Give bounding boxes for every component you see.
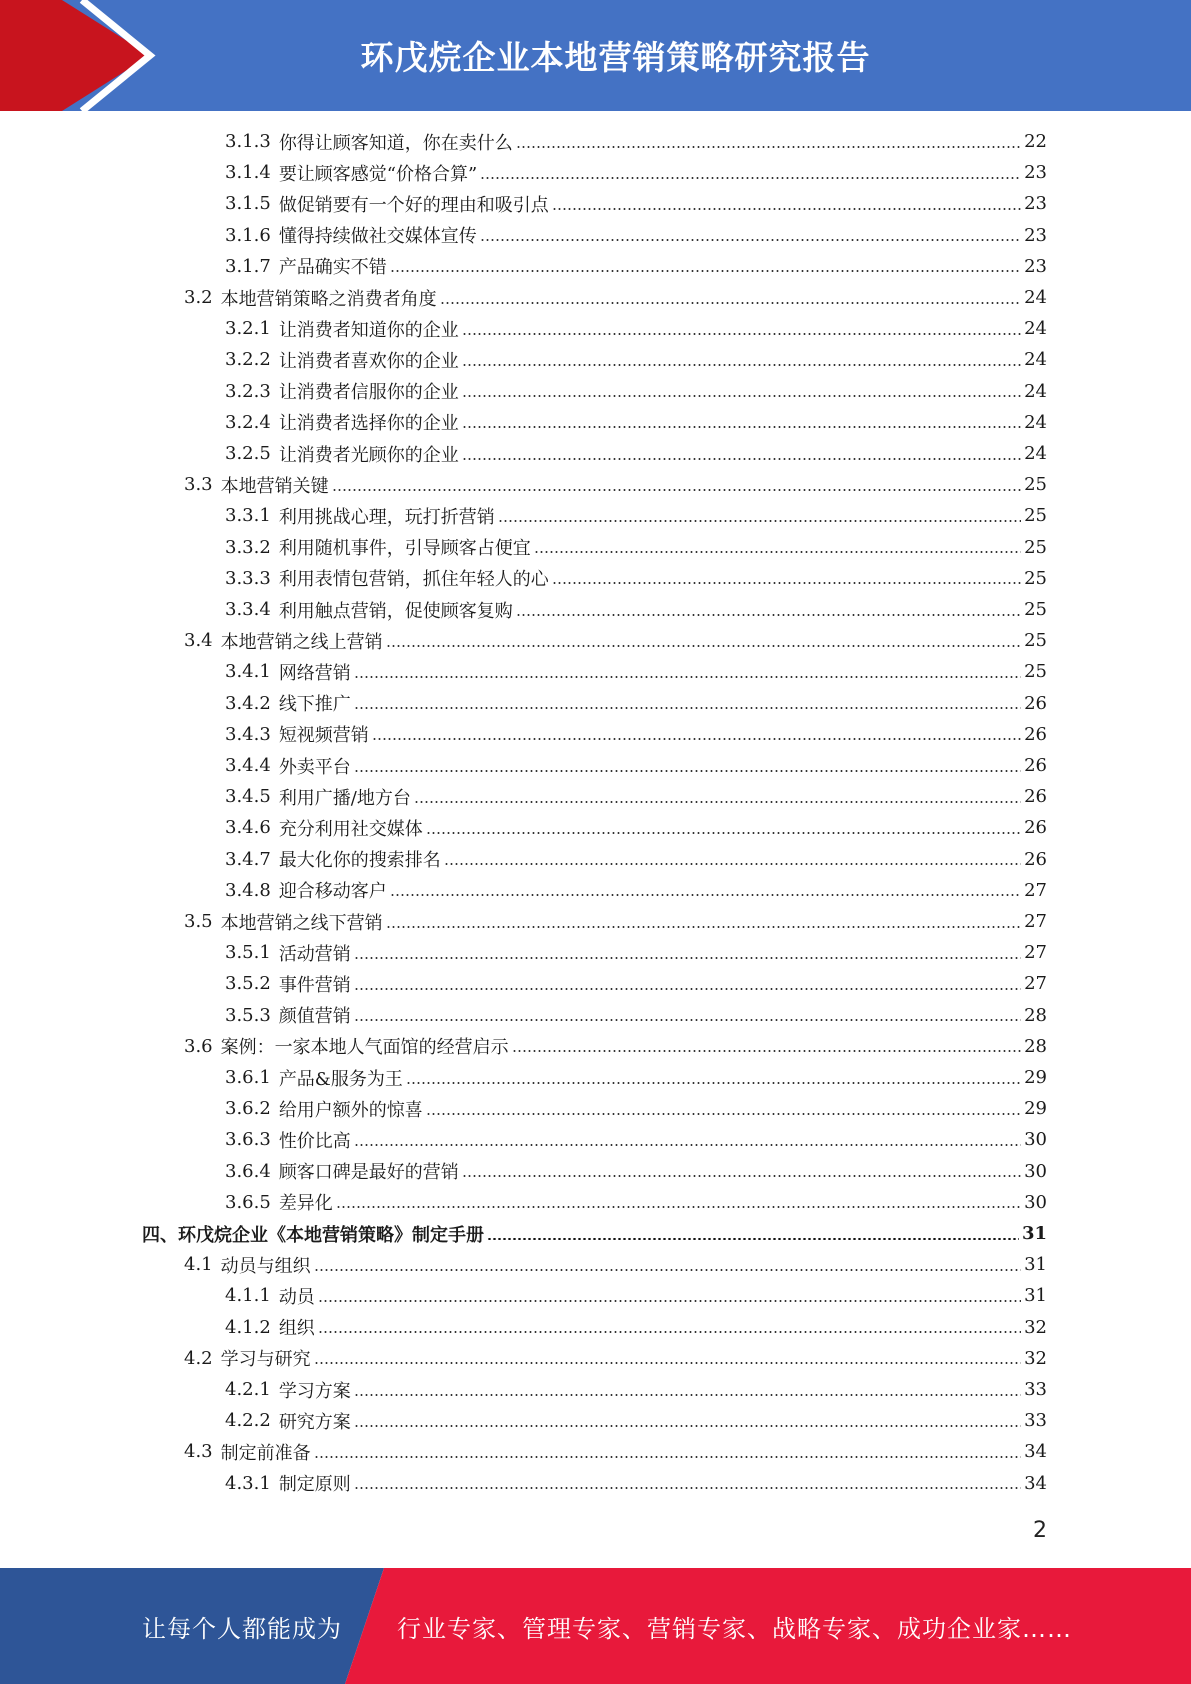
toc-entry-number: 3.4.6	[225, 817, 271, 839]
toc-entry[interactable]	[225, 1280, 1047, 1311]
toc-entry-page: 25	[1024, 567, 1047, 589]
toc-leader-dots	[314, 1456, 1021, 1458]
toc-entry[interactable]	[184, 906, 1047, 937]
toc-leader-dots	[534, 551, 1021, 553]
toc-entry-number: 3.6.5	[225, 1191, 271, 1213]
toc-entry-number: 4.1.2	[225, 1316, 271, 1338]
toc-entry-title: 组织	[278, 1318, 315, 1340]
toc-leader-dots	[462, 395, 1021, 397]
toc-entry[interactable]	[142, 1218, 1047, 1249]
toc-entry-number: 3.6	[184, 1035, 213, 1057]
toc-entry-title: 利用广播/地方台	[278, 787, 411, 809]
toc-entry-title: 颜值营销	[278, 1006, 351, 1028]
toc-entry-page: 26	[1024, 817, 1047, 839]
toc-entry-title: 动员与组织	[220, 1255, 311, 1277]
toc-entry-title: 本地营销关键	[220, 475, 329, 497]
toc-entry-title: 迎合移动客户	[278, 881, 387, 903]
toc-entry[interactable]	[225, 532, 1047, 563]
toc-leader-dots	[354, 770, 1021, 772]
toc-entry-number: 3.4	[184, 630, 213, 652]
toc-entry-page: 27	[1024, 942, 1047, 964]
toc-entry-page: 26	[1024, 786, 1047, 808]
toc-entry-page: 34	[1024, 1441, 1047, 1463]
toc-entry-number: 3.3.1	[225, 505, 271, 527]
toc-entry-page: 28	[1024, 1004, 1047, 1026]
toc-entry[interactable]	[225, 313, 1047, 344]
toc-entry-number: 3.1.6	[225, 224, 271, 246]
toc-leader-dots	[354, 707, 1021, 709]
toc-entry-number: 3.3.2	[225, 536, 271, 558]
toc-entry-page: 24	[1024, 287, 1047, 308]
toc-entry-number: 3.4.5	[225, 786, 271, 808]
toc-entry[interactable]	[225, 719, 1047, 750]
toc-leader-dots	[354, 1487, 1021, 1489]
footer-slogan-right: 行业专家、管理专家、营销专家、战略专家、成功企业家……	[397, 1614, 1072, 1643]
toc-entry-title: 让消费者喜欢你的企业	[278, 350, 459, 372]
toc-entry-number: 3.4.7	[225, 848, 271, 870]
toc-leader-dots	[512, 1050, 1021, 1052]
toc-entry-page: 33	[1024, 1410, 1047, 1432]
toc-leader-dots	[406, 1082, 1021, 1084]
toc-leader-dots	[314, 1362, 1021, 1364]
toc-leader-dots	[332, 489, 1021, 491]
toc-leader-dots	[354, 1019, 1021, 1021]
toc-entry-number: 3.1.4	[225, 162, 271, 184]
toc-entry[interactable]	[225, 968, 1047, 999]
toc-entry-number: 3.5	[184, 911, 213, 932]
toc-entry-title: 让消费者光顾你的企业	[278, 444, 459, 466]
toc-entry-number: 3.6.4	[225, 1160, 271, 1182]
toc-entry-title: 本地营销策略之消费者角度	[220, 288, 437, 310]
toc-entry-number: 3.3	[184, 474, 213, 496]
page-header	[0, 0, 1191, 111]
toc-entry[interactable]	[225, 1000, 1047, 1031]
toc-leader-dots	[354, 676, 1021, 678]
toc-entry-title: 你得让顾客知道，你在卖什么	[278, 132, 513, 154]
toc-entry-title: 懂得持续做社交媒体宣传	[278, 226, 477, 248]
toc-leader-dots	[462, 1175, 1021, 1177]
toc-entry-page: 29	[1024, 1067, 1047, 1088]
toc-leader-dots	[354, 988, 1021, 990]
toc-entry-title: 要让顾客感觉“价格合算”	[278, 163, 478, 185]
toc-entry[interactable]	[225, 1062, 1047, 1093]
toc-entry-page: 25	[1024, 474, 1047, 496]
toc-entry[interactable]	[225, 188, 1047, 219]
toc-entry-title: 让消费者信服你的企业	[278, 382, 459, 404]
toc-entry[interactable]	[225, 251, 1047, 282]
toc-entry-page: 33	[1024, 1379, 1047, 1400]
toc-entry-title: 差异化	[278, 1193, 333, 1215]
toc-leader-dots	[390, 894, 1021, 896]
toc-entry[interactable]	[225, 563, 1047, 594]
toc-entry-title: 让消费者选择你的企业	[278, 413, 459, 435]
toc-entry[interactable]	[225, 937, 1047, 968]
toc-entry[interactable]	[225, 500, 1047, 531]
toc-entry-page: 31	[1024, 1285, 1047, 1307]
toc-entry[interactable]	[225, 688, 1047, 719]
toc-entry-number: 3.5.1	[225, 942, 271, 964]
footer-slogan-left: 让每个人都能成为	[142, 1614, 342, 1643]
toc-entry[interactable]	[184, 1436, 1047, 1467]
toc-entry[interactable]	[225, 1156, 1047, 1187]
toc-entry-number: 3.3.3	[225, 567, 271, 589]
toc-leader-dots	[354, 1144, 1021, 1146]
toc-entry-number: 4.2	[184, 1347, 213, 1369]
toc-leader-dots	[462, 333, 1021, 335]
toc-entry-title: 最大化你的搜索排名	[278, 850, 441, 872]
toc-entry[interactable]	[225, 344, 1047, 375]
toc-leader-dots	[498, 520, 1021, 522]
toc-entry-page: 23	[1024, 193, 1047, 215]
toc-entry[interactable]	[225, 1312, 1047, 1343]
toc-leader-dots	[516, 146, 1021, 148]
toc-entry-page: 31	[1021, 1223, 1047, 1244]
toc-entry-title: 制定原则	[278, 1474, 351, 1496]
toc-entry-title: 做促销要有一个好的理由和吸引点	[278, 194, 549, 216]
toc-entry-number: 4.2.2	[225, 1410, 271, 1432]
toc-entry-number: 3.2	[184, 287, 213, 308]
toc-entry[interactable]	[225, 126, 1047, 157]
toc-entry-page: 26	[1024, 723, 1047, 745]
toc-entry-title: 让消费者知道你的企业	[278, 319, 459, 341]
toc-entry[interactable]	[225, 1405, 1047, 1436]
toc-entry-number: 3.3.4	[225, 599, 271, 620]
toc-entry-number: 3.4.1	[225, 661, 271, 683]
document-title: 环戊烷企业本地营销策略研究报告	[360, 38, 871, 77]
toc-entry-title: 网络营销	[278, 662, 351, 684]
toc-entry[interactable]	[184, 1343, 1047, 1374]
toc-entry-page: 26	[1024, 755, 1047, 776]
toc-entry[interactable]	[225, 1468, 1047, 1499]
toc-entry-title: 动员	[278, 1286, 315, 1308]
toc-entry-page: 29	[1024, 1098, 1047, 1120]
toc-entry-title: 事件营销	[278, 974, 351, 996]
toc-leader-dots	[354, 1394, 1021, 1396]
toc-entry-number: 3.4.8	[225, 879, 271, 901]
toc-leader-dots	[390, 270, 1021, 272]
toc-entry-title: 利用随机事件，引导顾客占便宜	[278, 538, 531, 560]
toc-entry[interactable]	[184, 1249, 1047, 1280]
toc-entry[interactable]	[184, 469, 1047, 500]
toc-entry[interactable]	[225, 844, 1047, 875]
toc-entry-number: 4.2.1	[225, 1379, 271, 1400]
toc-entry-page: 24	[1024, 349, 1047, 371]
toc-leader-dots	[516, 614, 1021, 616]
page-number: 2	[1033, 1518, 1047, 1543]
toc-leader-dots	[354, 957, 1021, 959]
toc-entry-page: 32	[1024, 1347, 1047, 1369]
toc-entry-number: 3.6.2	[225, 1098, 271, 1120]
toc-entry-number: 3.2.3	[225, 380, 271, 402]
toc-entry-number: 4.1	[184, 1254, 213, 1276]
toc-entry-title: 制定前准备	[220, 1442, 311, 1464]
toc-entry-title: 活动营销	[278, 943, 351, 965]
toc-entry-page: 24	[1024, 443, 1047, 464]
toc-leader-dots	[414, 801, 1021, 803]
toc-leader-dots	[372, 738, 1021, 740]
toc-leader-dots	[487, 1238, 1019, 1240]
toc-entry[interactable]	[225, 594, 1047, 625]
toc-entry-number: 4.1.1	[225, 1285, 271, 1307]
toc-entry[interactable]	[225, 812, 1047, 843]
toc-entry[interactable]	[225, 157, 1047, 188]
toc-entry-number: 3.2.1	[225, 318, 271, 340]
toc-leader-dots	[336, 1206, 1021, 1208]
toc-entry-page: 23	[1024, 162, 1047, 184]
toc-entry-number: 3.6.1	[225, 1067, 271, 1088]
toc-entry[interactable]	[225, 376, 1047, 407]
toc-entry-page: 32	[1024, 1316, 1047, 1338]
toc-entry-title: 性价比高	[278, 1130, 351, 1152]
toc-entry-title: 外卖平台	[278, 756, 351, 778]
toc-entry-number: 3.5.2	[225, 973, 271, 995]
toc-entry-page: 23	[1024, 224, 1047, 246]
toc-entry-page: 24	[1024, 380, 1047, 402]
toc-entry-page: 26	[1024, 848, 1047, 870]
toc-leader-dots	[386, 645, 1021, 647]
toc-entry-page: 28	[1024, 1035, 1047, 1057]
toc-entry-title: 本地营销之线下营销	[220, 912, 383, 934]
toc-entry-page: 27	[1024, 911, 1047, 932]
toc-entry[interactable]	[225, 407, 1047, 438]
toc-entry-title: 利用触点营销，促使顾客复购	[278, 600, 513, 622]
toc-leader-dots	[462, 426, 1021, 428]
toc-entry[interactable]	[225, 750, 1047, 781]
toc-entry-title: 四、环戊烷企业《本地营销策略》制定手册	[142, 1224, 484, 1246]
toc-leader-dots	[440, 302, 1021, 304]
toc-entry-title: 顾客口碑是最好的营销	[278, 1162, 459, 1184]
toc-leader-dots	[426, 832, 1021, 834]
toc-entry-title: 利用表情包营销，抓住年轻人的心	[278, 569, 549, 591]
toc-entry[interactable]	[225, 1374, 1047, 1405]
toc-entry-page: 25	[1024, 661, 1047, 683]
toc-entry-page: 30	[1024, 1129, 1047, 1151]
toc-entry[interactable]	[225, 781, 1047, 812]
toc-entry-number: 4.3	[184, 1441, 213, 1463]
toc-leader-dots	[426, 1113, 1021, 1115]
toc-leader-dots	[314, 1269, 1021, 1271]
page-footer	[0, 1568, 1191, 1684]
toc-entry-page: 30	[1024, 1160, 1047, 1182]
toc-entry-title: 本地营销之线上营销	[220, 631, 383, 653]
toc-entry-number: 3.4.2	[225, 692, 271, 714]
toc-leader-dots	[552, 208, 1021, 210]
toc-entry-page: 25	[1024, 536, 1047, 558]
toc-entry[interactable]	[225, 1187, 1047, 1218]
toc-entry-number: 3.4.4	[225, 755, 271, 776]
toc-entry-page: 24	[1024, 411, 1047, 433]
toc-entry-page: 24	[1024, 318, 1047, 340]
toc-entry[interactable]	[225, 438, 1047, 469]
toc-entry-title: 学习方案	[278, 1380, 351, 1402]
toc-entry-page: 25	[1024, 505, 1047, 527]
toc-entry[interactable]	[225, 1093, 1047, 1124]
toc-leader-dots	[480, 239, 1021, 241]
toc-leader-dots	[354, 1425, 1021, 1427]
toc-entry-page: 30	[1024, 1191, 1047, 1213]
toc-entry[interactable]	[184, 282, 1047, 313]
toc-leader-dots	[552, 582, 1021, 584]
toc-entry-number: 3.1.5	[225, 193, 271, 215]
toc-entry-page: 25	[1024, 599, 1047, 620]
toc-entry[interactable]	[225, 875, 1047, 906]
toc-leader-dots	[386, 926, 1021, 928]
toc-entry-page: 23	[1024, 255, 1047, 277]
toc-entry-title: 线下推广	[278, 694, 351, 716]
toc-leader-dots	[318, 1300, 1021, 1302]
toc-entry-page: 25	[1024, 630, 1047, 652]
toc-entry-title: 学习与研究	[220, 1349, 311, 1371]
toc-entry[interactable]	[184, 1031, 1047, 1062]
toc-entry-page: 26	[1024, 692, 1047, 714]
toc-entry-title: 产品&服务为王	[278, 1068, 403, 1090]
toc-entry-number: 3.1.3	[225, 131, 271, 152]
toc-entry-page: 31	[1024, 1254, 1047, 1276]
toc-leader-dots	[462, 458, 1021, 460]
toc-leader-dots	[444, 863, 1021, 865]
toc-entry-title: 产品确实不错	[278, 257, 387, 279]
toc-entry-number: 3.1.7	[225, 255, 271, 277]
toc-leader-dots	[318, 1331, 1021, 1333]
toc-entry-title: 充分利用社交媒体	[278, 818, 423, 840]
toc-entry-page: 22	[1024, 131, 1047, 152]
toc-entry-number: 3.6.3	[225, 1129, 271, 1151]
toc-entry-number: 4.3.1	[225, 1472, 271, 1494]
toc-entry[interactable]	[225, 220, 1047, 251]
toc-entry-title: 利用挑战心理，玩打折营销	[278, 506, 495, 528]
toc-entry-title: 案例：一家本地人气面馆的经营启示	[220, 1037, 509, 1059]
toc-entry-number: 3.2.2	[225, 349, 271, 371]
toc-entry-page: 27	[1024, 879, 1047, 901]
toc-entry-title: 短视频营销	[278, 725, 369, 747]
toc-entry[interactable]	[184, 625, 1047, 656]
toc-entry[interactable]	[225, 1124, 1047, 1155]
toc-entry-number: 3.5.3	[225, 1004, 271, 1026]
toc-entry[interactable]	[225, 656, 1047, 687]
toc-entry-title: 研究方案	[278, 1411, 351, 1433]
toc-entry-title: 给用户额外的惊喜	[278, 1099, 423, 1121]
toc-entry-page: 34	[1024, 1472, 1047, 1494]
toc-entry-number: 3.4.3	[225, 723, 271, 745]
toc-entry-number: 3.2.5	[225, 443, 271, 464]
toc-entry-page: 27	[1024, 973, 1047, 995]
toc-entry-number: 3.2.4	[225, 411, 271, 433]
toc-leader-dots	[462, 364, 1021, 366]
toc-leader-dots	[480, 177, 1021, 179]
